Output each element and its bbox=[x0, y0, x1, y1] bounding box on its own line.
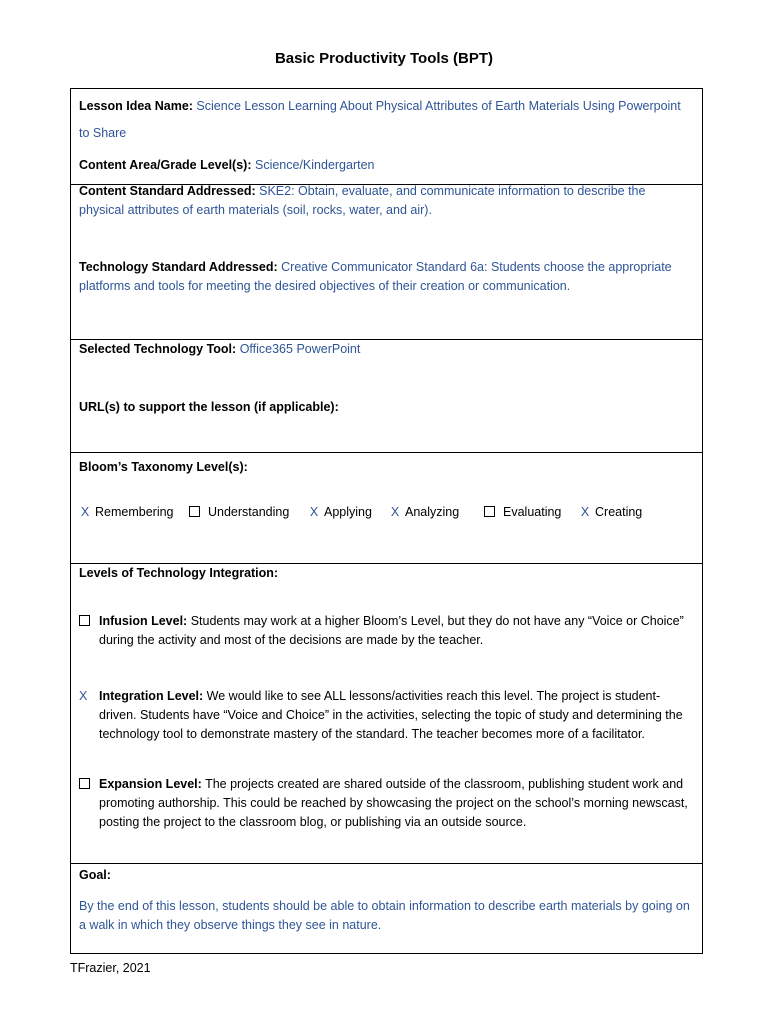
blooms-option-label: Evaluating bbox=[503, 505, 562, 519]
content-standard-label: Content Standard Addressed: bbox=[79, 184, 256, 198]
infusion-level-name: Infusion Level: bbox=[99, 614, 188, 628]
blooms-option-creating[interactable] bbox=[579, 503, 642, 522]
lesson-idea-value: Science Lesson Learning About Physical Attributes of Earth Materials Using Powerpoint to Share bbox=[79, 99, 681, 140]
document-title: Basic Productivity Tools (BPT) bbox=[274, 50, 494, 67]
infusion-level-description: Students may work at a higher Bloom’s Level, but they do not have any “Voice or Choice” during the activity and most of the decisions are made by the teacher. bbox=[99, 614, 684, 647]
x-mark-icon: X bbox=[80, 505, 90, 519]
blooms-option-analyzing[interactable] bbox=[389, 503, 459, 522]
blooms-option-understanding[interactable] bbox=[189, 503, 289, 522]
lesson-info-cell bbox=[71, 89, 702, 185]
technology-standard-value: Creative Communicator Standard 6a: Students choose the appropriate platforms and tools for meeting the desired objectives of their creation or communication. bbox=[79, 260, 672, 293]
content-area-line bbox=[79, 156, 694, 175]
expansion-level-text-block bbox=[99, 775, 694, 832]
goal-value: By the end of this lesson, students should be able to obtain information to describe earth materials by going on a walk in which they observe things they see in nature. bbox=[79, 899, 690, 932]
blooms-option-label: Remembering bbox=[95, 505, 174, 519]
technology-tool-cell bbox=[71, 340, 702, 453]
lesson-idea-line bbox=[79, 93, 694, 147]
content-standard-line bbox=[79, 182, 694, 220]
blooms-label-line bbox=[79, 458, 694, 477]
x-mark-icon: X bbox=[309, 505, 319, 519]
integration-level-text-block bbox=[99, 687, 694, 744]
checkbox-icon bbox=[189, 506, 200, 517]
content-standard-value: SKE2: Obtain, evaluate, and communicate information to describe the physical attributes of earth materials (soil, rocks, water, and air). bbox=[79, 184, 646, 217]
selected-tool-line bbox=[79, 340, 694, 359]
expansion-level-description: The projects created are shared outside of the classroom, publishing student work and promoting authorship. This could be reached by showcasing the project on the school’s morning newscast, posting the project to the classroom blog, or publishing via an outside source. bbox=[99, 777, 688, 829]
blooms-option-label: Applying bbox=[324, 505, 372, 519]
selected-tool-label: Selected Technology Tool: bbox=[79, 342, 237, 356]
goal-cell bbox=[71, 864, 702, 953]
checkbox-icon bbox=[484, 506, 495, 517]
bpt-form-table bbox=[70, 88, 703, 954]
infusion-level-option[interactable] bbox=[79, 612, 694, 650]
x-mark-icon: X bbox=[580, 505, 590, 519]
blooms-option-remembering[interactable] bbox=[79, 503, 174, 522]
selected-tool-value: Office365 PowerPoint bbox=[239, 342, 361, 356]
blooms-taxonomy-cell bbox=[71, 453, 702, 564]
blooms-option-label: Analyzing bbox=[405, 505, 460, 519]
technology-standard-label: Technology Standard Addressed: bbox=[79, 260, 278, 274]
technology-standard-line bbox=[79, 258, 694, 296]
integration-label-line bbox=[79, 564, 694, 583]
technology-integration-cell bbox=[71, 564, 702, 864]
checkbox-icon bbox=[79, 612, 91, 631]
blooms-option-label: Understanding bbox=[208, 505, 290, 519]
goal-label-line bbox=[79, 866, 694, 885]
integration-level-option[interactable] bbox=[79, 687, 694, 744]
expansion-level-name: Expansion Level: bbox=[99, 777, 202, 791]
infusion-level-text-block bbox=[99, 612, 694, 650]
content-area-label: Content Area/Grade Level(s): bbox=[79, 158, 252, 172]
url-line bbox=[79, 398, 694, 417]
blooms-option-evaluating[interactable] bbox=[484, 503, 561, 522]
blooms-option-label: Creating bbox=[595, 505, 643, 519]
integration-level-description: We would like to see ALL lessons/activities reach this level. The project is student-driven. Students have “Voice and Choice” in the activities, selecting the topic of study and determining the technology tool to demonstrate mastery of the standard. The teacher becomes more of a facilitator. bbox=[99, 689, 683, 741]
goal-label: Goal: bbox=[79, 868, 111, 882]
integration-level-name: Integration Level: bbox=[99, 689, 204, 703]
footer-author: TFrazier, 2021 bbox=[70, 961, 151, 975]
blooms-option-applying[interactable] bbox=[308, 503, 372, 522]
integration-label: Levels of Technology Integration: bbox=[79, 566, 279, 580]
lesson-idea-label: Lesson Idea Name: bbox=[79, 99, 193, 113]
standards-cell bbox=[71, 185, 702, 340]
url-label: URL(s) to support the lesson (if applicable): bbox=[79, 400, 339, 414]
checkbox-icon bbox=[79, 775, 91, 794]
blooms-label: Bloom’s Taxonomy Level(s): bbox=[79, 460, 248, 474]
x-mark-icon: X bbox=[390, 505, 400, 519]
content-area-value: Science/Kindergarten bbox=[254, 158, 375, 172]
x-mark-icon: X bbox=[79, 689, 88, 703]
expansion-level-option[interactable] bbox=[79, 775, 694, 832]
